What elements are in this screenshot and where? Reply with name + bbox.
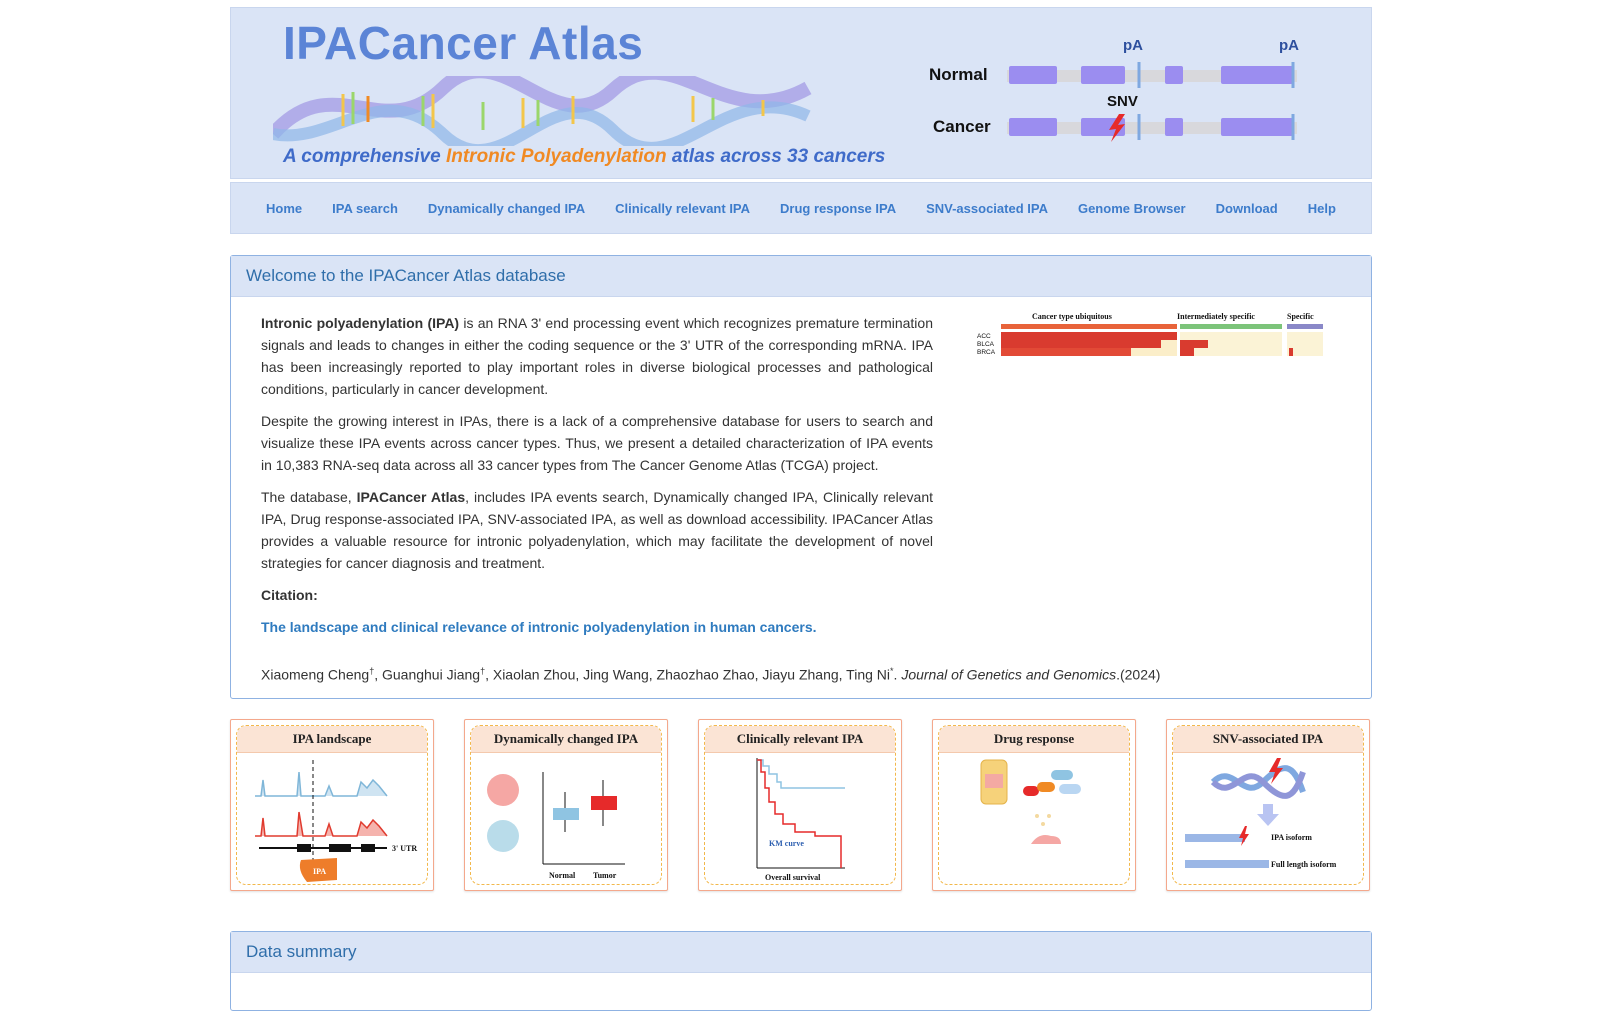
dna-helix-graphic	[273, 76, 813, 146]
pa-label-2: pA	[1279, 37, 1299, 54]
site-tagline: A comprehensive Intronic Polyadenylation atlas across 33 cancers	[283, 146, 886, 167]
nav-dynamically-changed-ipa[interactable]: Dynamically changed IPA	[427, 200, 586, 216]
citation-authors: Xiaomeng Cheng†, Guanghui Jiang†, Xiaolan Zhou, Jing Wang, Zhaozhao Zhao, Jiayu Zhang, Ting Ni*. Journal of Genetics and Genomics.(2024)	[261, 666, 1161, 683]
heatmap-group-2: Intermediately specific	[1177, 312, 1255, 321]
card-clinically-relevant-ipa[interactable]	[698, 719, 902, 891]
welcome-heading: Welcome to the IPACancer Atlas database	[231, 256, 1371, 297]
motivation-paragraph: Despite the growing interest in IPAs, there is a lack of a comprehensive database for users to search and visualize these IPA events across cancer types. Thus, we present a detailed characterization of IPA events in 10,383 RNA-seq data across all 33 cancer types from The Cancer Genome Atlas (TCGA) project.	[261, 413, 933, 473]
nav-home[interactable]: Home	[266, 200, 303, 216]
nav-help[interactable]: Help	[1307, 200, 1336, 216]
heatmap-row-3: BRCA	[977, 349, 996, 356]
ipa-specificity-heatmap	[977, 312, 1337, 362]
snv-label: SNV	[1107, 93, 1138, 110]
citation-label: Citation:	[261, 587, 318, 603]
nav-snv-associated-ipa[interactable]: SNV-associated IPA	[926, 200, 1048, 216]
ipa-isoform-label: IPA isoform	[1271, 833, 1312, 842]
site-title: IPACancer Atlas	[283, 17, 644, 69]
nav-ipa-search[interactable]: IPA search	[332, 200, 398, 216]
card-title: Clinically relevant IPA	[705, 726, 895, 753]
pa-label-1: pA	[1123, 37, 1143, 54]
normal-axis-label: Normal	[549, 871, 576, 880]
intro-paragraph: Intronic polyadenylation (IPA) is an RNA 3' end processing event which recognizes premature termination signals and leads to changes in either the coding sequence or the 3' UTR of the corresponding mRNA. IPA has been increasingly reported to play important roles in diverse biological processes and pathological conditions, particularly in cancer development.	[261, 315, 933, 397]
card-title: IPA landscape	[237, 726, 427, 753]
card-title: Drug response	[939, 726, 1129, 753]
utr-label: 3' UTR	[392, 844, 418, 853]
ipa-landscape-graphic	[237, 752, 428, 885]
boxplot-graphic	[471, 752, 662, 885]
nav-drug-response-ipa[interactable]: Drug response IPA	[780, 200, 897, 216]
cancer-label: Cancer	[933, 117, 991, 136]
heatmap-group-1: Cancer type ubiquitous	[1032, 312, 1112, 321]
citation-link[interactable]: The landscape and clinical relevance of intronic polyadenylation in human cancers.	[261, 619, 817, 635]
data-summary-panel	[230, 931, 1372, 1011]
overall-survival-label: Overall survival	[765, 873, 821, 882]
km-curve-label: KM curve	[769, 839, 804, 848]
data-summary-heading: Data summary	[231, 932, 1371, 973]
heatmap-row-2: BLCA	[977, 341, 994, 348]
nav-clinically-relevant-ipa[interactable]: Clinically relevant IPA	[615, 200, 751, 216]
welcome-text	[261, 312, 933, 638]
normal-label: Normal	[929, 65, 988, 84]
card-title: SNV-associated IPA	[1173, 726, 1363, 753]
nav-download[interactable]: Download	[1215, 200, 1278, 216]
nav-genome-browser[interactable]: Genome Browser	[1077, 200, 1186, 216]
card-drug-response[interactable]	[932, 719, 1136, 891]
welcome-panel	[230, 255, 1372, 699]
km-curve-graphic	[705, 752, 896, 885]
card-title: Dynamically changed IPA	[471, 726, 661, 753]
site-banner	[230, 7, 1372, 179]
ipa-schema-graphic	[921, 34, 1321, 154]
heatmap-row-1: ACC	[977, 333, 991, 340]
tumor-axis-label: Tumor	[593, 871, 617, 880]
card-snv-associated-ipa[interactable]	[1166, 719, 1370, 891]
heatmap-group-3: Specific	[1287, 312, 1314, 321]
snv-graphic	[1173, 752, 1364, 885]
main-nav	[230, 182, 1372, 234]
drug-response-graphic	[939, 752, 1130, 885]
full-length-isoform-label: Full length isoform	[1271, 860, 1337, 869]
ipa-label: IPA	[313, 867, 327, 876]
database-paragraph: The database, IPACancer Atlas, includes IPA events search, Dynamically changed IPA, Clinically relevant IPA, Drug response-associated IPA, SNV-associated IPA, as well as download accessibility. IPACancer Atlas provides a valuable resource for intronic polyadenylation, which may facilitate the development of novel strategies for cancer diagnosis and treatment.	[261, 489, 934, 571]
card-dynamically-changed-ipa[interactable]	[464, 719, 668, 891]
card-ipa-landscape[interactable]	[230, 719, 434, 891]
